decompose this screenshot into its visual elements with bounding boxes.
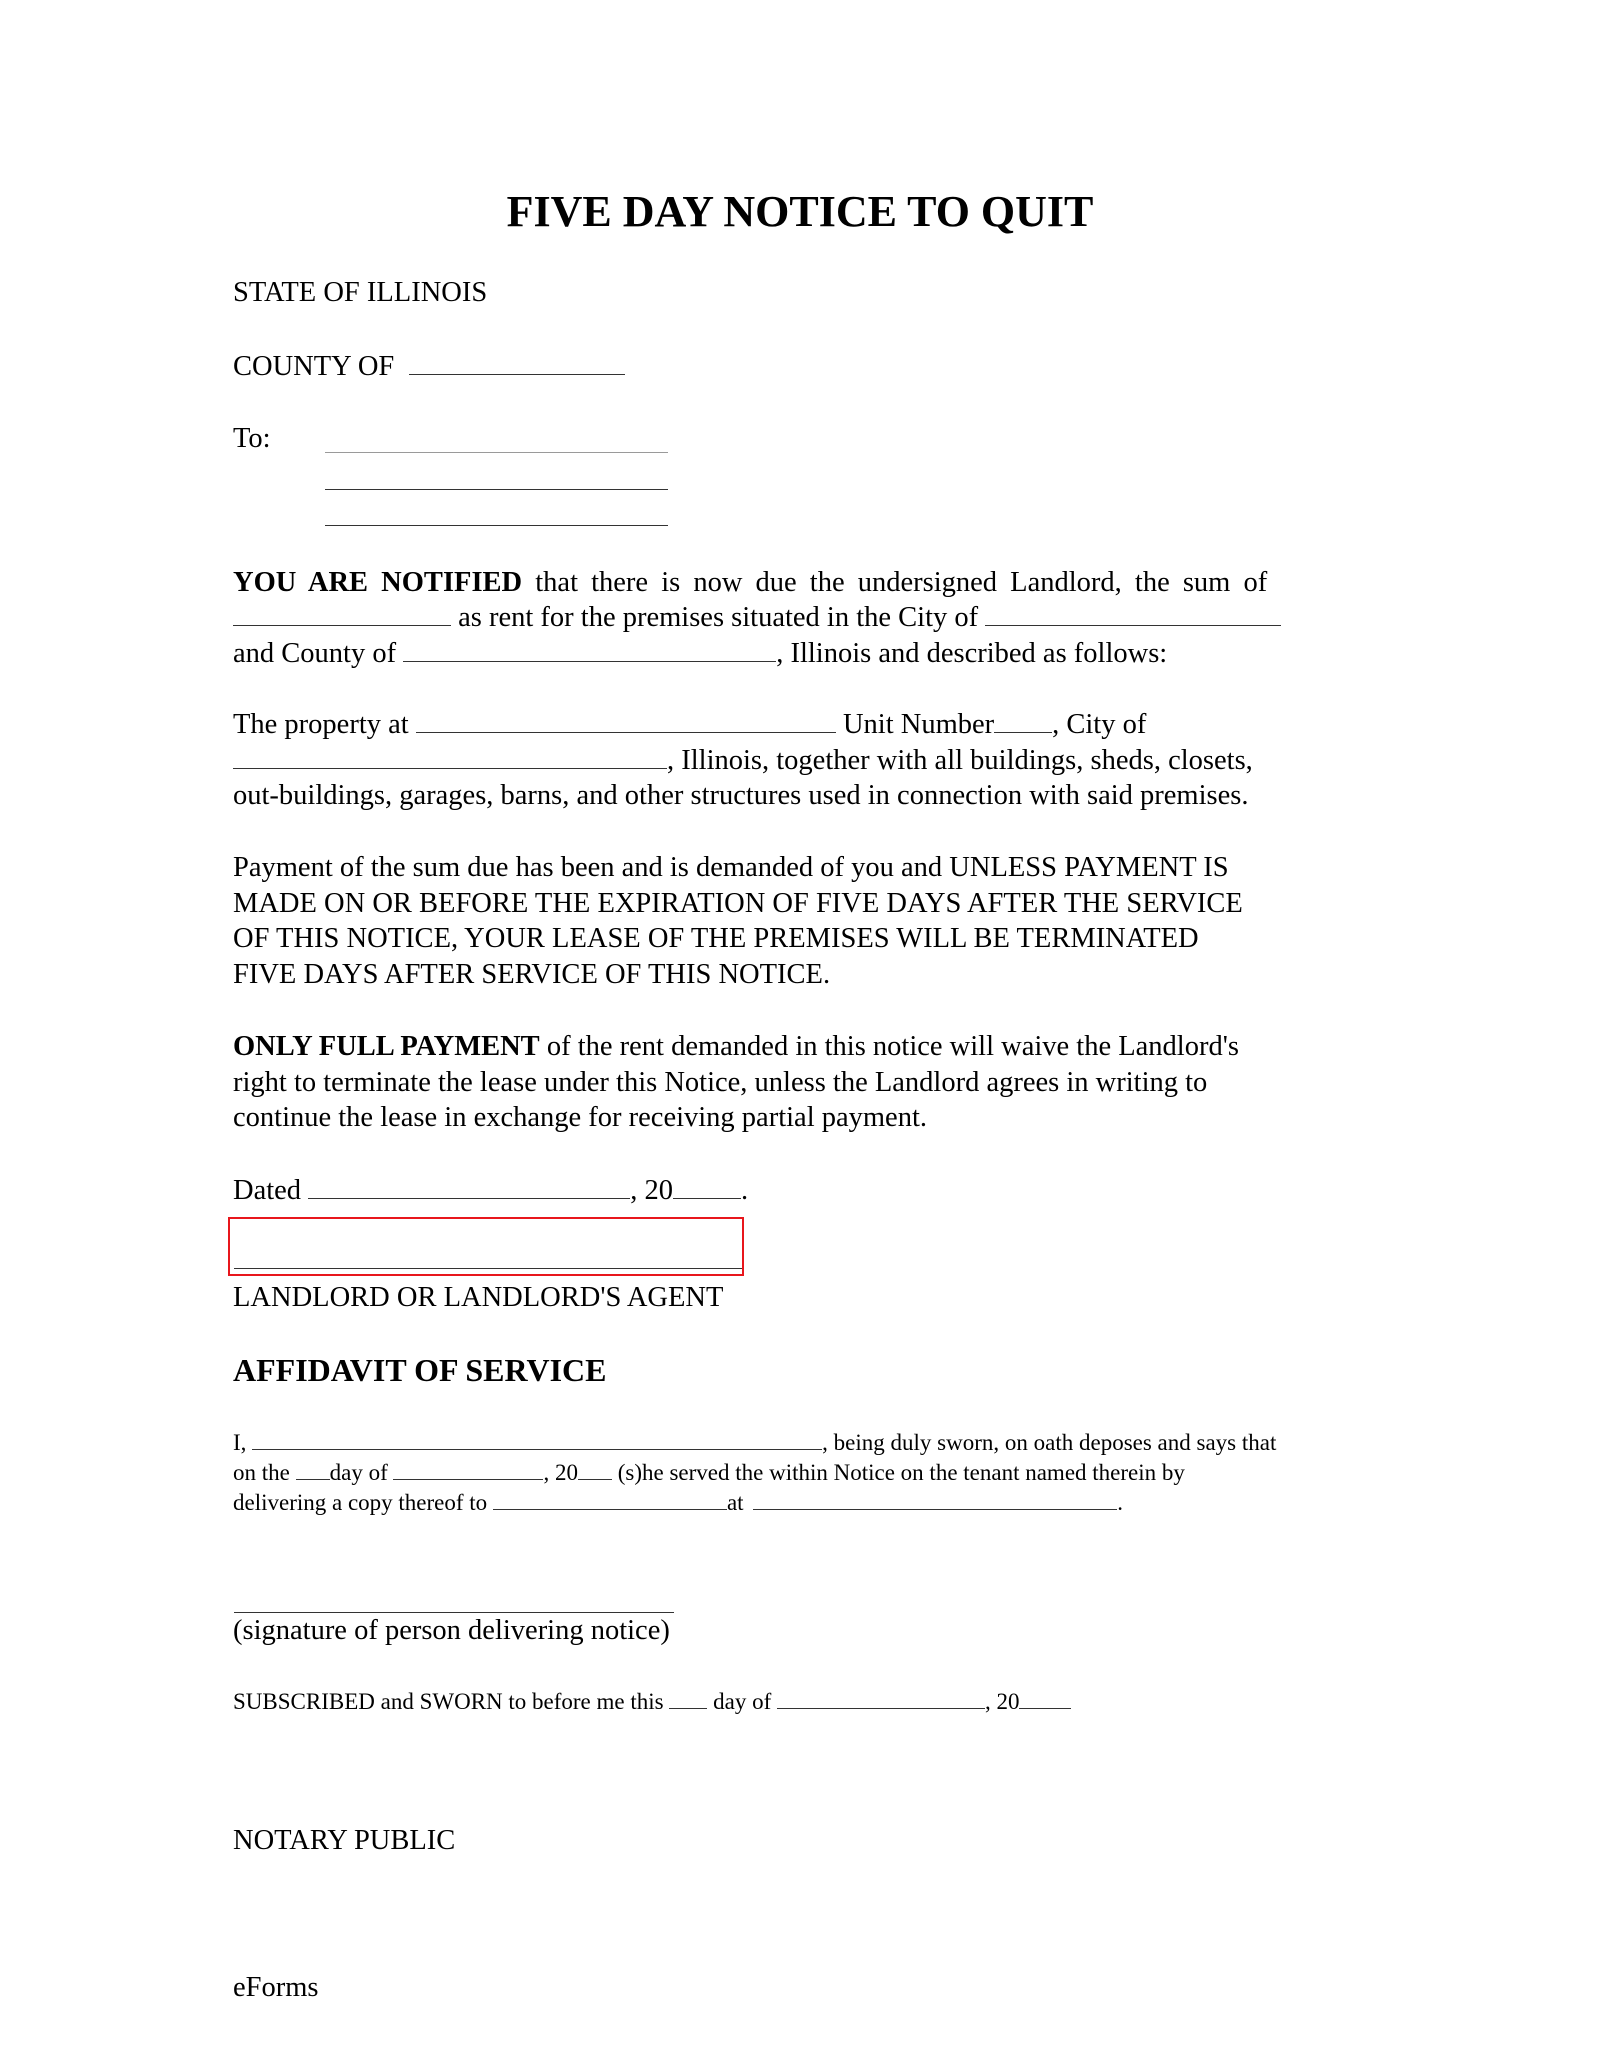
- full-payment-line-1: [233, 1029, 1239, 1065]
- payment-demand-line-3: OF THIS NOTICE, YOUR LEASE OF THE PREMISES WILL BE TERMINATED: [233, 923, 1199, 954]
- service-year-field[interactable]: [578, 1478, 612, 1480]
- affidavit-text-3a: delivering a copy thereof to: [233, 1490, 493, 1515]
- affidavit-text-1a: I,: [233, 1430, 253, 1455]
- city-field[interactable]: [985, 624, 1281, 626]
- dated-year-prefix: , 20: [630, 1175, 673, 1206]
- property-text-2: Unit Number: [835, 709, 995, 740]
- property-city-field[interactable]: [233, 767, 667, 769]
- property-address-field[interactable]: [416, 731, 836, 733]
- property-text-1: The property at: [233, 709, 416, 740]
- full-payment-bold-lead: ONLY FULL PAYMENT: [233, 1031, 540, 1062]
- affidavit-text-3b: at: [726, 1490, 750, 1515]
- rent-sum-field[interactable]: [233, 624, 451, 626]
- service-day-field[interactable]: [296, 1478, 330, 1480]
- county-line: [233, 349, 625, 385]
- property-text-4: , Illinois, together with all buildings, sheds, closets,: [667, 745, 1253, 776]
- subscribed-text-a: SUBSCRIBED and SWORN to before me this: [233, 1689, 670, 1714]
- tenant-name-field[interactable]: [493, 1508, 727, 1510]
- affidavit-text-2c: , 20: [543, 1460, 578, 1485]
- county-label: COUNTY OF: [233, 351, 395, 382]
- affidavit-text-2a: on the: [233, 1460, 296, 1485]
- notified-bold-lead: YOU ARE NOTIFIED: [233, 567, 523, 598]
- notified-line-3: [233, 636, 1167, 672]
- payment-demand-line-4: FIVE DAYS AFTER SERVICE OF THIS NOTICE.: [233, 959, 831, 990]
- subscribed-text-c: , 20: [984, 1689, 1020, 1714]
- to-label: To:: [233, 423, 271, 454]
- notary-month-field[interactable]: [777, 1707, 985, 1709]
- affidavit-text-3c: .: [1117, 1490, 1124, 1515]
- notified-line-2: [233, 600, 1281, 636]
- deliverer-signature-label: (signature of person delivering notice): [233, 1615, 670, 1646]
- notary-day-field[interactable]: [669, 1707, 707, 1709]
- subscribed-text-b: day of: [707, 1689, 777, 1714]
- notified-text-3: and County of: [233, 638, 404, 669]
- recipient-field-3[interactable]: [325, 525, 668, 526]
- service-month-field[interactable]: [393, 1478, 543, 1480]
- affidavit-text-1b: , being duly sworn, on oath deposes and says that: [822, 1430, 1277, 1455]
- dated-line: [233, 1173, 748, 1209]
- affidavit-line-2: [233, 1458, 1185, 1488]
- dated-year-field[interactable]: [673, 1197, 741, 1199]
- landlord-signature-field[interactable]: [228, 1217, 744, 1276]
- landlord-signature-label: LANDLORD OR LANDLORD'S AGENT: [233, 1282, 724, 1313]
- notified-text-4: , Illinois and described as follows:: [776, 638, 1168, 669]
- notary-public-label: NOTARY PUBLIC: [233, 1825, 456, 1856]
- property-text-3: , City of: [1052, 709, 1147, 740]
- affidavit-text-2b: day of: [329, 1460, 394, 1485]
- affidavit-line-3: [233, 1488, 1123, 1518]
- notary-year-field[interactable]: [1019, 1707, 1071, 1709]
- subscribed-line: [233, 1687, 1071, 1717]
- unit-number-field[interactable]: [994, 731, 1052, 733]
- affiant-name-field[interactable]: [252, 1448, 822, 1450]
- affidavit-line-1: [233, 1428, 1276, 1458]
- full-payment-text-1: of the rent demanded in this notice will waive the Landlord's: [539, 1031, 1239, 1062]
- property-line-3: out-buildings, garages, barns, and other structures used in connection with said premises.: [233, 780, 1249, 811]
- dated-period: .: [740, 1175, 749, 1206]
- recipient-field-1[interactable]: [325, 452, 668, 453]
- date-field[interactable]: [308, 1197, 630, 1199]
- property-line-2: [233, 743, 1253, 779]
- document-title: FIVE DAY NOTICE TO QUIT: [506, 187, 1094, 236]
- county-field[interactable]: [409, 373, 625, 375]
- full-payment-line-2: right to terminate the lease under this Notice, unless the Landlord agrees in writing to: [233, 1067, 1208, 1098]
- payment-demand-line-2: MADE ON OR BEFORE THE EXPIRATION OF FIVE DAYS AFTER THE SERVICE: [233, 888, 1243, 919]
- notified-county-field[interactable]: [403, 660, 776, 662]
- notified-text-2: as rent for the premises situated in the City of: [451, 602, 986, 633]
- payment-demand-line-1: Payment of the sum due has been and is demanded of you and UNLESS PAYMENT IS: [233, 852, 1229, 883]
- affidavit-text-2d: (s)he served the within Notice on the tenant named therein by: [611, 1460, 1185, 1485]
- service-address-field[interactable]: [753, 1508, 1117, 1510]
- recipient-field-2[interactable]: [325, 489, 668, 490]
- state-line: STATE OF ILLINOIS: [233, 277, 488, 308]
- full-payment-line-3: continue the lease in exchange for receiving partial payment.: [233, 1102, 927, 1133]
- dated-label: Dated: [233, 1175, 309, 1206]
- footer-brand: eForms: [233, 1972, 319, 2003]
- notified-line-1: [233, 565, 1353, 601]
- affidavit-heading: AFFIDAVIT OF SERVICE: [233, 1352, 607, 1388]
- notified-text-1: that there is now due the undersigned Landlord, the sum of: [522, 567, 1268, 598]
- property-line-1: [233, 707, 1146, 743]
